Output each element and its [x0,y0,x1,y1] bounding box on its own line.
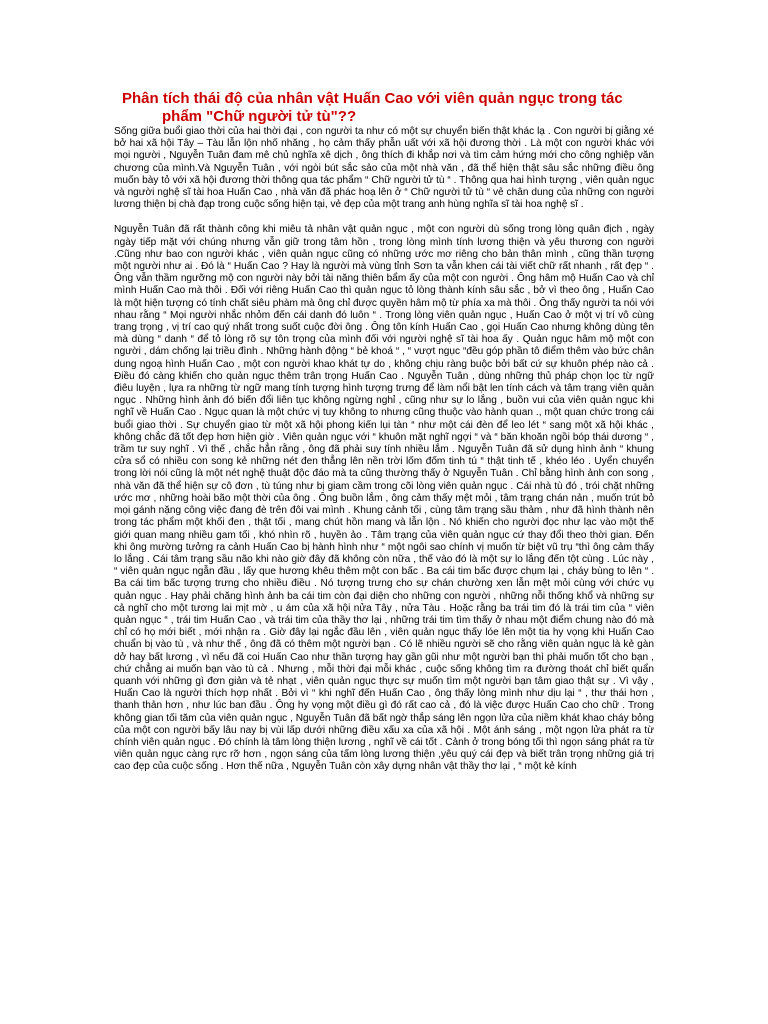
paragraph-analysis: Nguyễn Tuân đã rất thành công khi miêu tả nhân vật quản ngục , một con người dù sống trong lòng quân địch , ngày ngày tiếp mặt với chúng nhưng vẫn giữ trong tâm hồn , trong lòng mình tính lương thiện và yêu thương con người .Cũng như bao con người khác , viên quản ngục cũng có những ước mơ riêng cho bản thân mình , cũng thần tượng một người như ai . Đó là “ Huấn Cao ? Hay là người mà vùng tỉnh Sơn ta vẫn khen cái tài viết chữ rất nhanh , rất đẹp “ . Ông vẫn thầm ngưỡng mộ con người này bởi tài năng thiên bẩm ấy của một con người . Ông hâm mộ Huấn Cao và chỉ mình Huấn Cao mà thôi . Đối với riêng Huấn Cao thì quản ngục tỏ lòng thành kính sâu sắc , bở vì theo ông , Huấn Cao là một hiện tượng có tính chất siêu phàm mà ông chỉ được quyền hâm mộ từ phía xa mà thôi . Ông thấy người ta nói với nhau rằng “ Mọi người nhắc nhỏm đến cái danh đó luôn “ . Trong lòng viên quản ngục , Huấn Cao ở một vị trí vô cùng trang trọng , vị trí cao quý nhất trong suốt cuộc đời ông . Ông tôn kính Huấn Cao , gọi Huấn Cao nhưng không dùng tên mà dùng “ danh “ để tỏ lòng rõ sự tôn trọng của mình đối với người nghệ sĩ tài hoa ấy . Quản ngục hâm mộ một con người , dám chống lại triều đình . Những hành động “ bẻ khoá “ , “ vượt ngục “đều góp phần tô điểm thêm vào bức chân dung ngoạ hình Huấn Cao , một con người khao khát tự do , không chịu ràng buộc bởi bất cứ sự khuôn phép nào cả . Điều đó càng khiến cho quản ngục thêm trân trọng Huấn Cao . Nguyễn Tuân , dùng những thủ pháp chọn lọc từ ngữ điêu luyện , lựa ra những từ ngữ mang tính tượng hình tượng trưng để làm nổi bật len tính cách và tâm trạng viên quản ngục . Những hình ảnh đó biến đổi liên tục không ngừng nghỉ , cũng như sự lo lắng , buồn vui của viên quản ngục khi nghĩ về Huấn Cao . Ngục quan là một chức vị tuy không to nhưng cũng thuộc vào hành quan ., một quan chức trong cái buổi giao thời . Sự chuyển giao từ một xã hội phong kiến lụi tàn “ như một cái đèn để leo lét “ sang một xã hội khác , không chắc đã tốt đẹp hơn hiện giờ . Viên quản ngục với “ khuôn mặt nghĩ ngợi “ và “ băn khoăn ngồi bóp thái dương “ , trầm tư suy nghĩ . Vì thế , chắc hẳn rằng , ông đã phải suy tính nhiều lắm . Nguyễn Tuân đã sử dụng hình ảnh “ khung cửa sổ có nhiều con song kẻ những nét đen thẳng lên nền trời lốm đốm tinh tú “ thật tinh tế , khéo léo . Uyển chuyển trong lời nói cũng là một nét nghệ thuật độc đáo mà ta cũng thường thấy ở Nguyễn Tuân . Chỉ bằng hình ảnh con song , nhà văn đã thể hiện sự cô đơn , tù túng như bị giam cầm trong cõi lòng viên quản ngục . Cái nhà tù đó , trói chặt những ước mơ , những hoài bão một thời của ông . Ông buồn lắm , ông cảm thấy mệt mỏi , tâm trạng chán nản , muốn trút bỏ mọi gánh nặng công việc đang đè trên đôi vai mình . Khung cảnh tối , cùng tâm trạng sầu thảm , như đã hình thành nên trong tác phẩm một khối đen , thật tối , mang chút hồn mang và lẫn lộn . Nó khiến cho người đọc như lạc vào một thế giới quan mang nhiều gam tối , khó nhìn rõ , huyền ảo . Tâm trạng của viên quản ngục cứ thay đổi theo thời gian. Đến khi ông mường tưởng ra cảnh Huấn Cao bị hành hình như “ một ngôi sao chính vị muốn từ biệt vũ trụ “thì ông cảm thấy lo lắng . Cái tâm trạng sầu não khi nào giờ đây đã không còn nữa , thế vào đó là một sự lo lắng đến tột cùng . Lúc này , “ viên quản ngục ngẫn đầu , lấy que hương khêu thêm một con bấc . Ba cái tim bấc được chụm lại , cháy bùng to lên “ . Ba cái tim bấc tượng trưng cho nhiều điều . Nó tượng trưng cho sự chán chường xen lẫn mệt mỏi cùng với chức vụ quản ngục . Hay phải chăng hình ảnh ba cái tim còn đại diện cho những con người , những nỗi thống khổ và những sự cả nghĩ cho một tương lai mịt mờ , u ám của xã hội nửa Tây , nửa Tàu . Hoặc rằng ba trái tim đó là trái tim của “ viên quản ngục “ , trái tim Huấn Cao , và trái tim của thầy thơ lại , những trái tim tìm thấy ở nhau một điểm chung nào đó mà chỉ có họ mới biết , mới nhận ra . Giờ đây lại ngắc đầu lên , viên quản ngục thấy lóe lên một tia hy vọng khi Huấn Cao chuẩn bị vào tù , và như thế , ông đã có thêm một người bạn . Có lẽ nhiều người sẽ cho rằng viên quản ngục là kẻ gàn dở hay bất lương , vì nếu đã coi Huấn Cao như thần tượng hay gần gũi như một người bạn thì phải muốn tốt cho bạn , chứ chẳng ai muốn bạn vào tù cả . Nhưng , mỗi thời đại mỗi khác , cuộc sống không tìm ra đường thoát chỉ biết quẩn quanh với những gì đơn giản và tẻ nhạt , viên quản ngục thực sự muốn tìm một người bạn tâm giao thật sự . Vì vậy , Huấn Cao là người thích hợp nhất . Bởi vì “ khi nghĩ đến Huấn Cao , ông thấy lòng mình như dịu lại “ , thư thái hơn , thanh thản hơn , như lúc ban đầu . Ông hy vọng một điều gì đó rất cao cả , đó là việc được Huấn Cao cho chữ . Trong không gian tối tăm của viên quản ngục , Nguyễn Tuân đã bất ngờ thắp sáng lên ngọn lửa của niềm khát khao cháy bỏng của một con người bấy lâu nay bị vùi lấp dưới những điều xấu xa của xã hội . Một ánh sáng , một ngọn lửa phát ra từ chính viên quản ngục . Đó chính là tâm lòng thiện lương , nghĩ về cái tốt . Cảnh ở trong bóng tối thì ngọn sáng phát ra từ viên quản ngục càng rực rỡ hơn , ngọn sáng của tấm lòng lương thiện ,yêu quý cái đẹp và biết trân trọng những giá trị cao đẹp của cuộc sống . Hơn thế nữa , Nguyễn Tuân còn xây dựng nhân vật thầy thơ lại , “ một kẻ kính [114,224,654,773]
paragraph-intro: Sống giữa buổi giao thời của hai thời đại , con người ta như có một sự chuyển biến thật khác lạ . Con người bị giằng xé bở hai xã hội Tây – Tàu lẫn lộn nhố nhăng , họ cảm thấy phẫn uất với xã hội đương thời . Là một con người khác với mọi người , Nguyễn Tuân đam mê chủ nghĩa xê dịch , ông thích đi khắp nơi và tìm cảm hứng mới cho công nghiệp văn chương của mình.Và Nguyễn Tuân , với ngòi bút sắc sảo của một nhà văn , đã thể hiện thật sâu sắc những điều ông muốn bày tỏ với xã hội đương thời thông qua tác phẩm “ Chữ người tử tù “ . Thông qua hai hình tượng , viên quản ngục và người nghệ sĩ tài hoa Huấn Cao , nhà văn đã phác hoạ lên ở “ Chữ người tử tù “ vẻ chân dung của những con người lương thiện bị chà đạp trong cuộc sống hiện tại, vẻ đẹp của một trang anh hùng nghĩa sĩ tài hoa nghệ sĩ . [114,126,654,211]
document-title [122,90,642,126]
document-body [114,126,654,774]
document-title-line-1: Phân tích thái độ của nhân vật Huấn Cao với viên quản ngục trong tác [122,90,623,107]
document-title-line-2: phẩm "Chữ người tử tù"?? [162,108,357,125]
